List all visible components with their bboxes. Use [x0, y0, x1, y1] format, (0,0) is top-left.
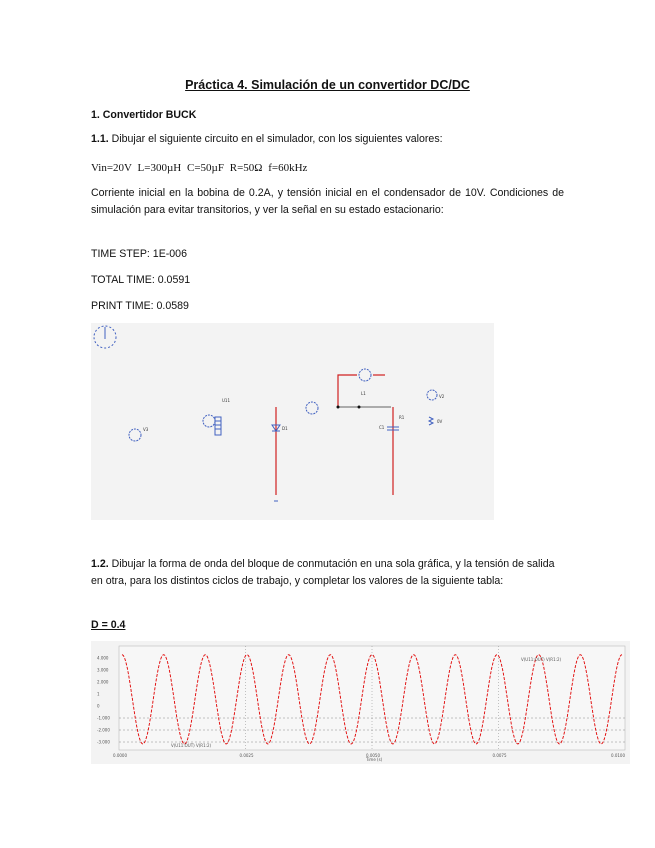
label-c1: C1 — [379, 425, 385, 430]
subsection-1-1 — [91, 131, 564, 148]
switch-block — [215, 417, 221, 435]
load-symbol — [429, 417, 433, 425]
label-u11: U11 — [222, 398, 231, 403]
waveform-chart — [91, 641, 630, 764]
y-tick-labels — [97, 656, 110, 745]
switch-source-icon — [203, 415, 215, 427]
x-axis-label: Time (s) — [366, 757, 383, 762]
label-v3: V3 — [143, 427, 149, 432]
label-d1: D1 — [282, 426, 288, 431]
x-tick-label: 0.0100 — [611, 753, 625, 758]
y-tick-label: 1 — [97, 691, 100, 697]
circuit-values: Vin=20V L=300µH C=50µF R=50Ω f=60kHz — [91, 162, 308, 174]
x-tick-label: 0.0000 — [113, 753, 127, 758]
chart-svg — [91, 641, 630, 764]
y-tick-label: 2.000 — [97, 679, 109, 685]
circuit-svg — [91, 323, 494, 520]
subsection-text: Dibujar el siguiente circuito en el simulador, con los siguientes valores: — [111, 133, 443, 145]
y-tick-label: 0 — [97, 703, 100, 709]
subsection-1-2 — [91, 556, 564, 590]
label-0v: 0V — [437, 419, 443, 424]
x-tick-label: 0.0025 — [239, 753, 254, 758]
duty-cycle-label: D = 0.4 — [91, 619, 126, 631]
section-heading-buck: 1. Convertidor BUCK — [91, 109, 197, 121]
current-probe-icon — [306, 402, 318, 414]
v3-source-icon — [129, 429, 141, 441]
y-tick-label: -3.000 — [97, 739, 110, 745]
v2-source-icon — [427, 390, 437, 400]
subsection-2-text: Dibujar la forma de onda del bloque de conmutación en una sola gráfica, y la tensión de salida en otra, para los distintos ciclos de trabajo, y completar los valores de la siguiente tabla: — [91, 558, 555, 587]
circuit-schematic — [91, 323, 494, 520]
y-tick-label: -1.000 — [97, 715, 110, 721]
label-l1: L1 — [361, 391, 366, 396]
y-tick-label: 3.000 — [97, 667, 109, 673]
bottom-trace-label: V(U11:OUT) V(R1:2) — [171, 743, 212, 748]
legend-text: V(U11:OUT) V(R1:2) — [521, 657, 562, 662]
subsection-number: 1.1. — [91, 133, 109, 145]
inductor-wire — [338, 375, 357, 407]
label-r1: R1 — [399, 415, 405, 420]
total-time: TOTAL TIME: 0.0591 — [91, 274, 191, 286]
subsection-number-2: 1.2. — [91, 558, 109, 570]
l1-probe-icon — [359, 369, 371, 381]
x-tick-label: 0.0075 — [492, 753, 507, 758]
page-title: Práctica 4. Simulación de un convertidor DC/DC — [185, 78, 470, 92]
node-2 — [358, 406, 361, 409]
simulation-conditions: Corriente inicial en la bobina de 0.2A, y tensión inicial en el condensador de 10V. Condiciones de simulación para evitar transitorios, y ver la señal en su estado estacionario: — [91, 187, 564, 216]
x-tick-label: 0.0050 — [366, 753, 380, 758]
time-step: TIME STEP: 1E-006 — [91, 248, 187, 260]
y-tick-label: -2.000 — [97, 727, 110, 733]
print-time: PRINT TIME: 0.0589 — [91, 300, 189, 312]
node-1 — [337, 406, 340, 409]
label-v2: V2 — [439, 394, 445, 399]
y-tick-label: 4.000 — [97, 655, 109, 661]
